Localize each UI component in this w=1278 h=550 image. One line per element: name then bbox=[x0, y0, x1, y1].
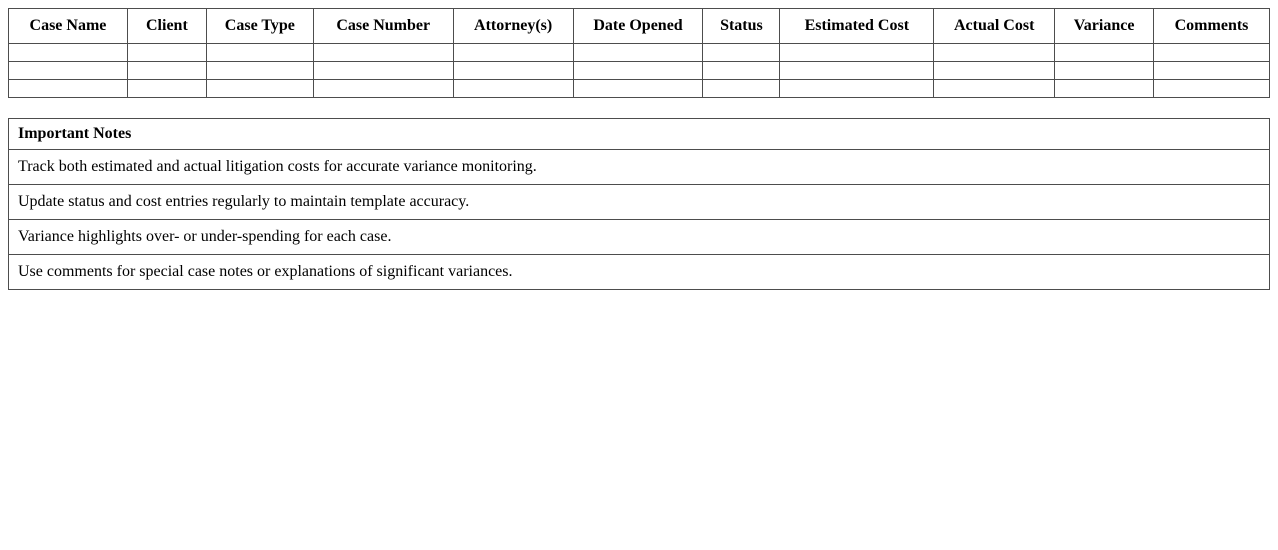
case-cell bbox=[313, 80, 453, 98]
column-header-case-type: Case Type bbox=[206, 9, 313, 44]
case-cell bbox=[780, 44, 934, 62]
column-header-estimated-cost: Estimated Cost bbox=[780, 9, 934, 44]
case-cell bbox=[1154, 62, 1270, 80]
case-cell bbox=[127, 80, 206, 98]
case-cell bbox=[934, 44, 1055, 62]
note-row-1 bbox=[9, 150, 1270, 185]
note-row-4 bbox=[9, 255, 1270, 290]
case-cell bbox=[453, 80, 573, 98]
important-notes-table bbox=[8, 118, 1270, 290]
column-header-variance: Variance bbox=[1055, 9, 1154, 44]
case-row-2 bbox=[9, 62, 1270, 80]
important-notes-body bbox=[9, 119, 1270, 290]
notes-title-row bbox=[9, 119, 1270, 150]
case-cell bbox=[9, 44, 128, 62]
notes-title: Important Notes bbox=[9, 119, 1270, 150]
case-cell bbox=[1154, 44, 1270, 62]
case-cell bbox=[703, 62, 780, 80]
case-cell bbox=[1055, 62, 1154, 80]
note-row-3 bbox=[9, 220, 1270, 255]
case-row-1 bbox=[9, 44, 1270, 62]
case-cost-table-body bbox=[9, 44, 1270, 98]
case-cell bbox=[573, 44, 703, 62]
case-cell bbox=[313, 44, 453, 62]
case-row-3 bbox=[9, 80, 1270, 98]
case-cell bbox=[1055, 80, 1154, 98]
case-cell bbox=[573, 80, 703, 98]
note-text: Update status and cost entries regularly to maintain template accuracy. bbox=[9, 185, 1270, 220]
case-cell bbox=[1055, 44, 1154, 62]
column-header-date-opened: Date Opened bbox=[573, 9, 703, 44]
litigation-cost-template-page bbox=[8, 8, 1270, 290]
case-cell bbox=[313, 62, 453, 80]
case-cell bbox=[934, 80, 1055, 98]
case-cell bbox=[9, 62, 128, 80]
column-header-comments: Comments bbox=[1154, 9, 1270, 44]
case-cell bbox=[206, 80, 313, 98]
case-cost-table bbox=[8, 8, 1270, 98]
case-cell bbox=[780, 62, 934, 80]
case-cell bbox=[206, 44, 313, 62]
column-header-case-name: Case Name bbox=[9, 9, 128, 44]
case-cell bbox=[127, 44, 206, 62]
column-header-actual-cost: Actual Cost bbox=[934, 9, 1055, 44]
case-cell bbox=[453, 62, 573, 80]
case-cell bbox=[780, 80, 934, 98]
column-header-attorney-s: Attorney(s) bbox=[453, 9, 573, 44]
case-cell bbox=[573, 62, 703, 80]
case-cost-header-row bbox=[9, 9, 1270, 44]
case-cell bbox=[206, 62, 313, 80]
case-cell bbox=[453, 44, 573, 62]
note-row-2 bbox=[9, 185, 1270, 220]
note-text: Use comments for special case notes or explanations of significant variances. bbox=[9, 255, 1270, 290]
case-cell bbox=[1154, 80, 1270, 98]
case-cell bbox=[934, 62, 1055, 80]
column-header-status: Status bbox=[703, 9, 780, 44]
case-cell bbox=[703, 80, 780, 98]
note-text: Track both estimated and actual litigation costs for accurate variance monitoring. bbox=[9, 150, 1270, 185]
case-cell bbox=[127, 62, 206, 80]
column-header-client: Client bbox=[127, 9, 206, 44]
case-cell bbox=[703, 44, 780, 62]
column-header-case-number: Case Number bbox=[313, 9, 453, 44]
case-cell bbox=[9, 80, 128, 98]
note-text: Variance highlights over- or under-spending for each case. bbox=[9, 220, 1270, 255]
